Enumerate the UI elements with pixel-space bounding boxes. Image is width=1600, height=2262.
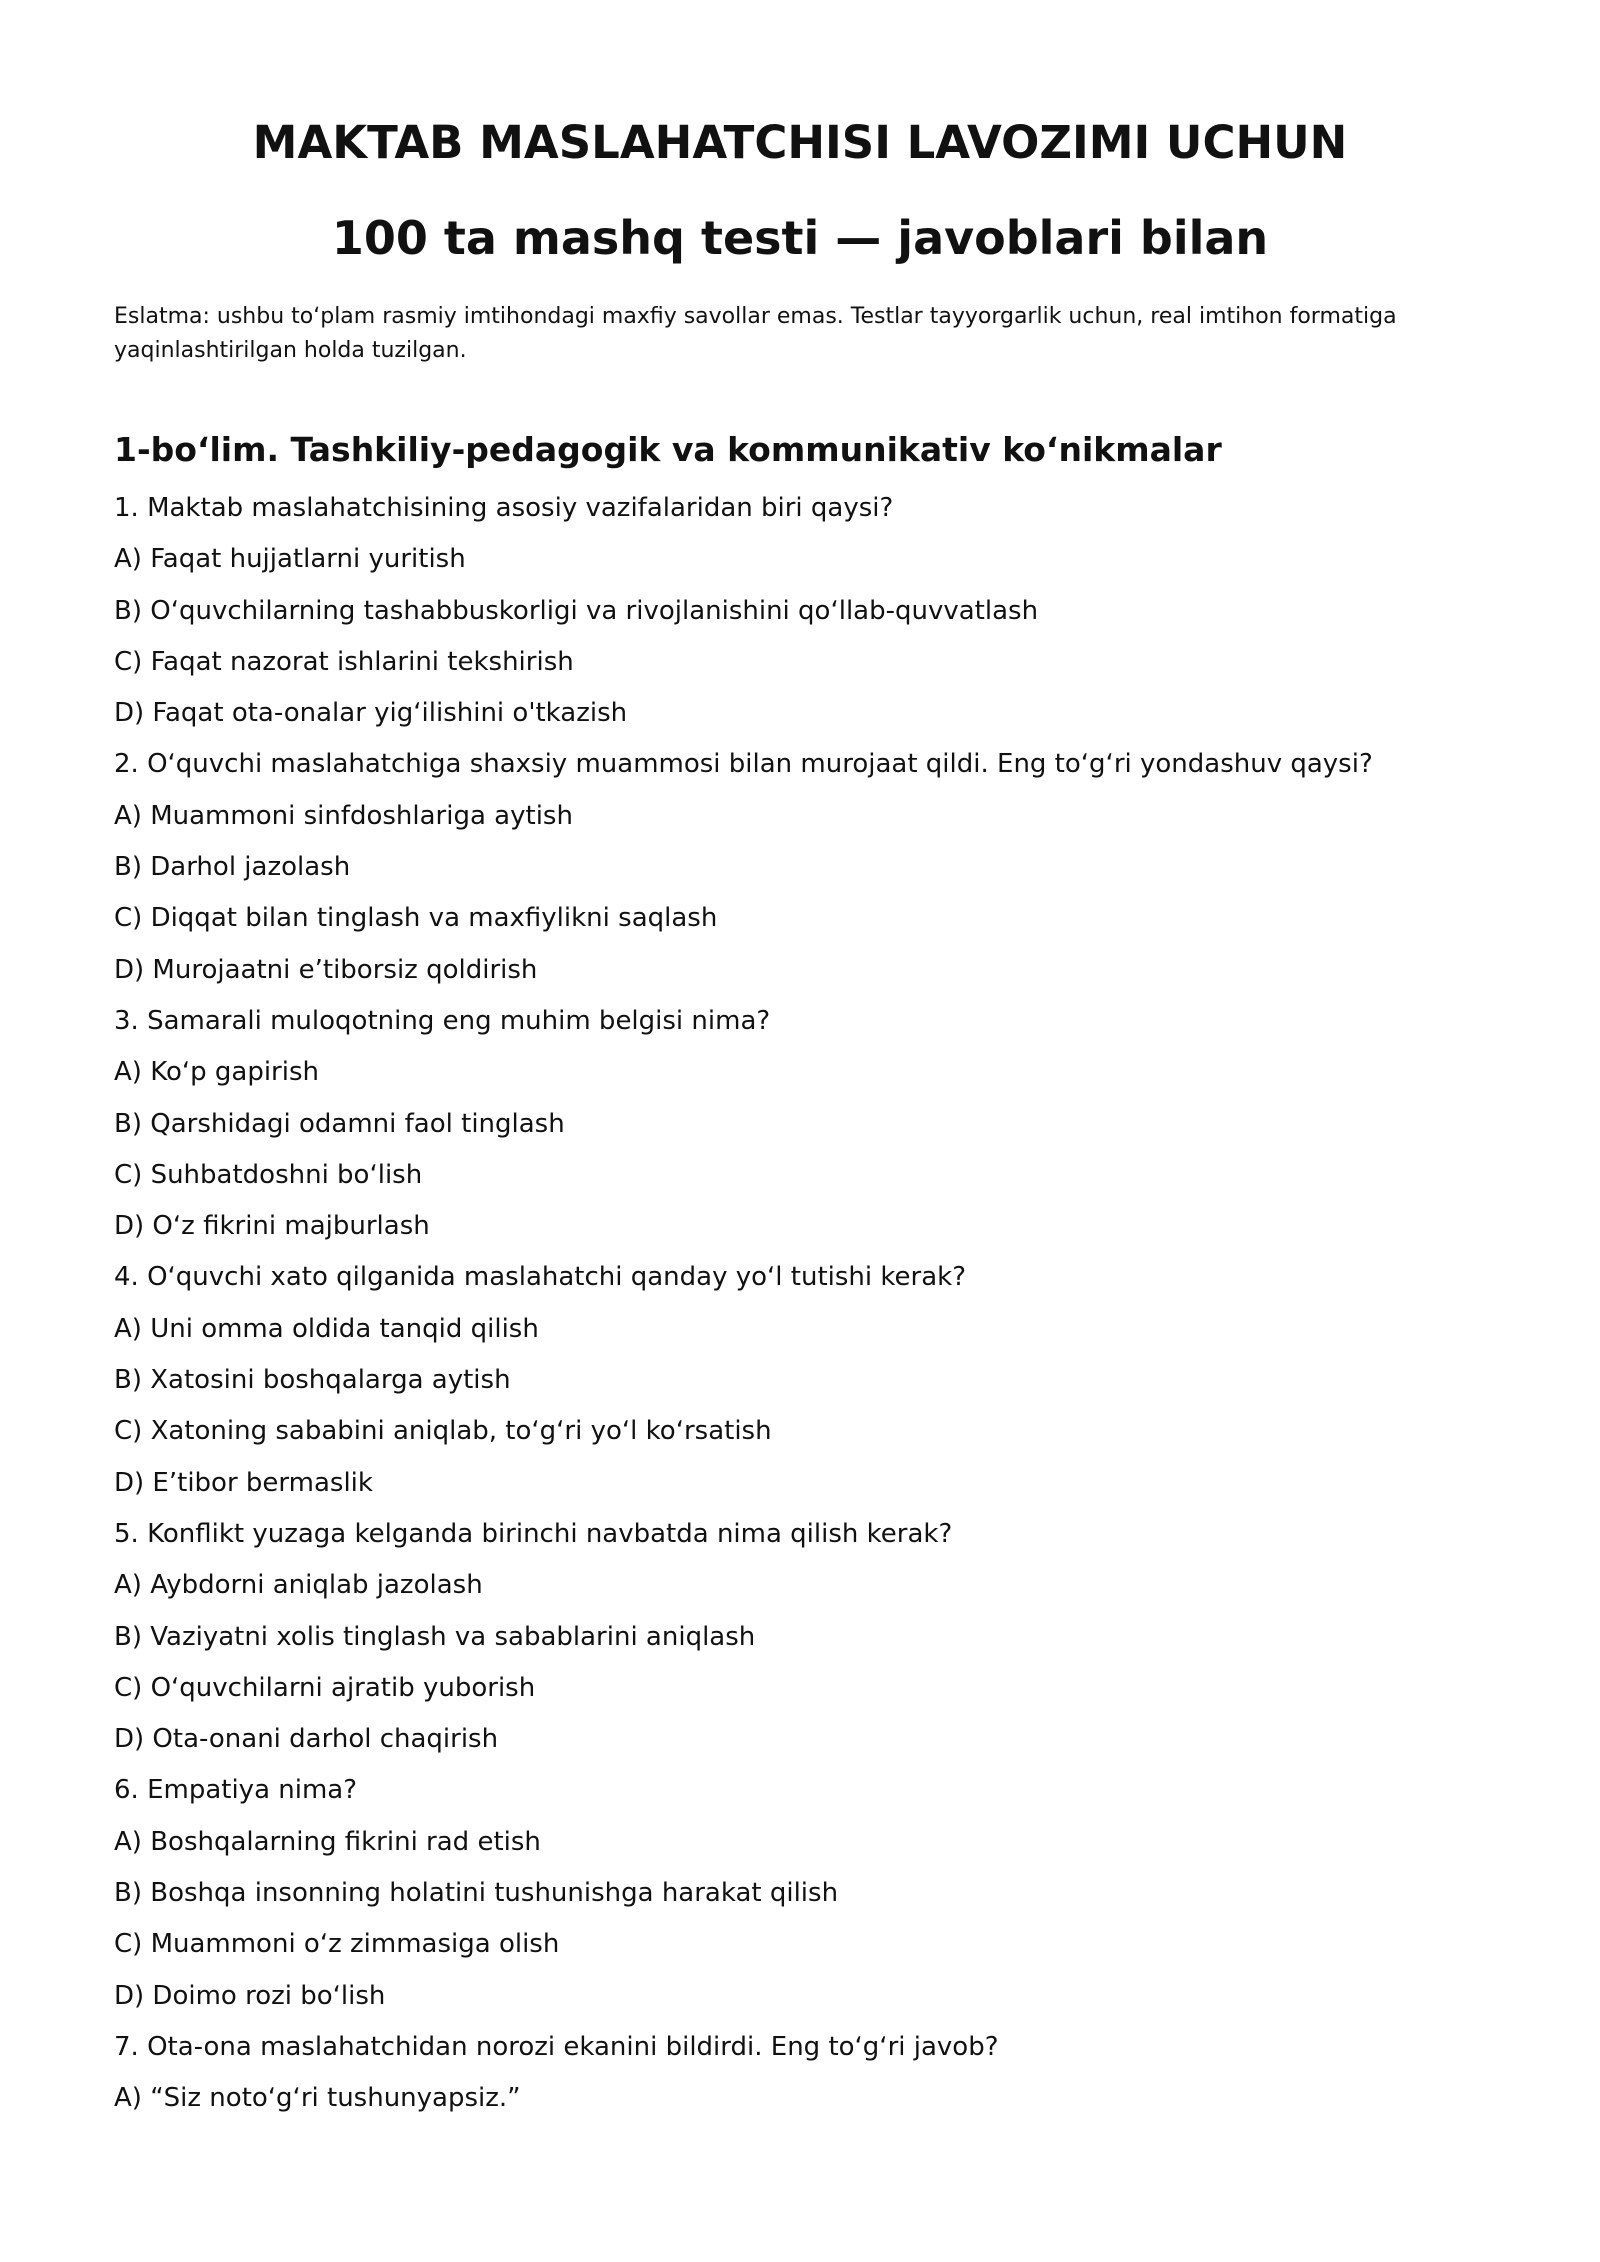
answer-option: C) Oʻquvchilarni ajratib yuborish [114, 1672, 536, 1703]
answer-option: D) E’tibor bermaslik [114, 1467, 373, 1498]
document-title-line-1: MAKTAB MASLAHATCHISI LAVOZIMI UCHUN [252, 116, 1348, 169]
answer-option: B) Vaziyatni xolis tinglash va sabablarini aniqlash [114, 1621, 756, 1652]
answer-option: C) Suhbatdoshni boʻlish [114, 1159, 423, 1190]
answer-option: D) Murojaatni e’tiborsiz qoldirish [114, 954, 538, 985]
answer-option: D) Oʻz fikrini majburlash [114, 1211, 430, 1242]
answer-option: B) Xatosini boshqalarga aytish [114, 1365, 511, 1396]
answer-option: D) Ota-onani darhol chaqirish [114, 1724, 499, 1755]
question-4 [114, 1252, 1514, 1508]
answer-option: A) “Siz notoʻgʻri tushunyapsiz.” [114, 2083, 521, 2114]
question-text: 5. Konflikt yuzaga kelganda birinchi navbatda nima qilish kerak? [114, 1518, 953, 1549]
answer-option: B) Oʻquvchilarning tashabbuskorligi va rivojlanishini qoʻllab-quvvatlash [114, 595, 1039, 626]
answer-option: A) Uni omma oldida tanqid qilish [114, 1313, 539, 1344]
question-text: 6. Empatiya nima? [114, 1775, 358, 1806]
question-text: 2. Oʻquvchi maslahatchiga shaxsiy muammosi bilan murojaat qildi. Eng toʻgʻri yondashuv qaysi? [114, 749, 1373, 780]
answer-option: B) Darhol jazolash [114, 852, 351, 883]
answer-option: A) Muammoni sinfdoshlariga aytish [114, 800, 573, 831]
question-text: 3. Samarali muloqotning eng muhim belgisi nima? [114, 1005, 771, 1036]
question-2 [114, 739, 1514, 995]
question-text: 1. Maktab maslahatchisining asosiy vazifalaridan biri qaysi? [114, 493, 894, 523]
answer-option: C) Xatoning sababini aniqlab, toʻgʻri yoʻl koʻrsatish [114, 1416, 772, 1447]
question-text: 4. Oʻquvchi xato qilganida maslahatchi qanday yoʻl tutishi kerak? [114, 1262, 966, 1293]
answer-option: B) Qarshidagi odamni faol tinglash [114, 1108, 565, 1139]
answer-option: A) Faqat hujjatlarni yuritish [114, 544, 466, 575]
section-heading: 1-boʻlim. Tashkiliy-pedagogik va kommunikativ koʻnikmalar [114, 430, 1222, 469]
question-text: 7. Ota-ona maslahatchidan norozi ekanini bildirdi. Eng toʻgʻri javob? [114, 2031, 999, 2062]
answer-option: A) Koʻp gapirish [114, 1057, 319, 1088]
answer-option: D) Faqat ota-onalar yigʻilishini o'tkazish [114, 698, 628, 729]
answer-option: C) Diqqat bilan tinglash va maxfiylikni saqlash [114, 903, 718, 934]
question-7 [114, 2022, 1514, 2125]
answer-option: C) Faqat nazorat ishlarini tekshirish [114, 646, 574, 677]
question-list [114, 483, 1514, 2125]
answer-option: A) Aybdorni aniqlab jazolash [114, 1570, 483, 1601]
question-5 [114, 1509, 1514, 1765]
question-1 [114, 483, 1514, 739]
document-note: Eslatma: ushbu toʻplam rasmiy imtihondagi maxfiy savollar emas. Testlar tayyorgarlik uchun, real imtihon formatiga yaqinlashtirilgan holda tuzilgan. [114, 304, 1397, 363]
answer-option: C) Muammoni oʻz zimmasiga olish [114, 1929, 560, 1960]
answer-option: A) Boshqalarning fikrini rad etish [114, 1826, 541, 1857]
question-6 [114, 1765, 1514, 2021]
answer-option: B) Boshqa insonning holatini tushunishga harakat qilish [114, 1878, 839, 1909]
document-title-line-2: 100 ta mashq testi — javoblari bilan [331, 211, 1269, 265]
answer-option: D) Doimo rozi boʻlish [114, 1980, 386, 2011]
question-3 [114, 996, 1514, 1252]
